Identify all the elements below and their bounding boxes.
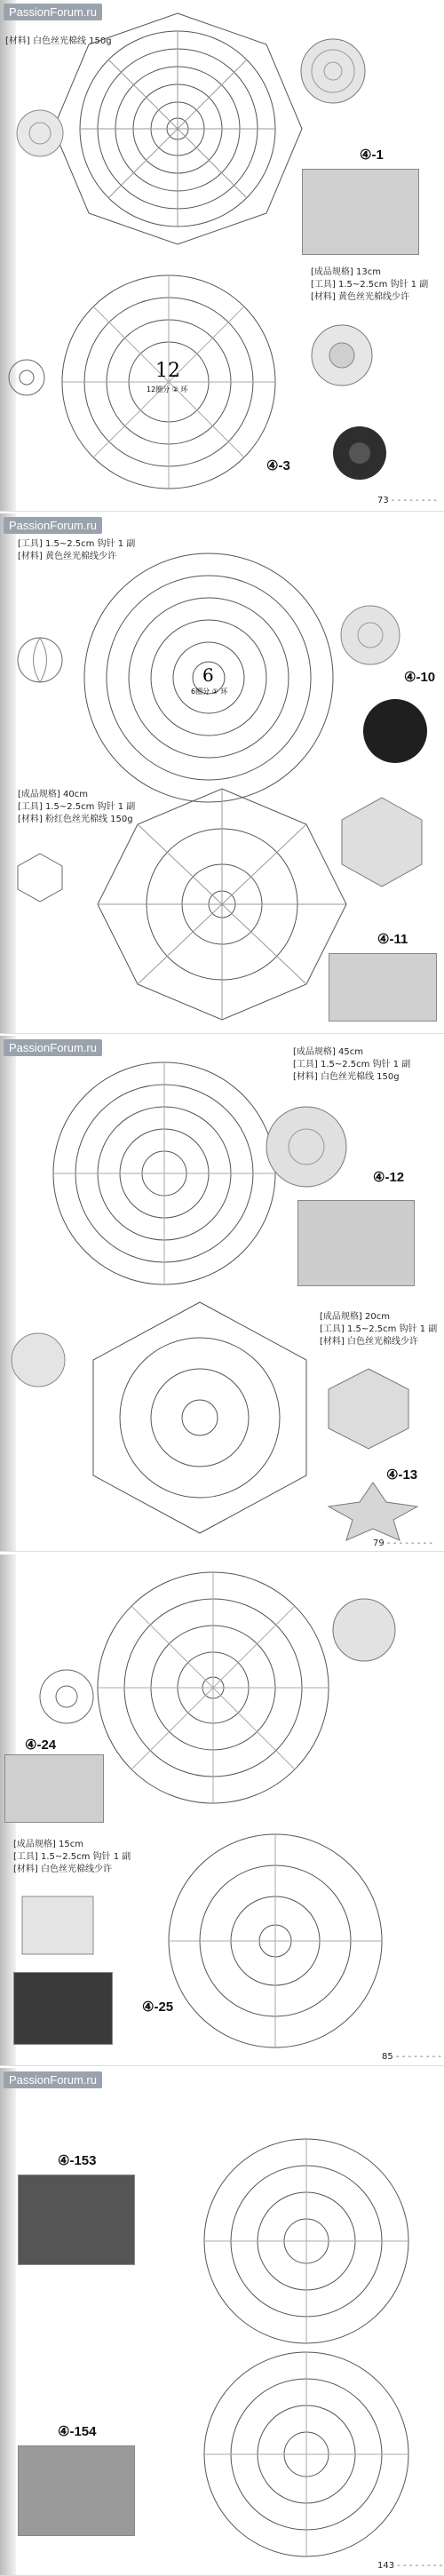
pattern-label: ④-12 [373, 1170, 405, 1185]
page-4 [0, 1554, 444, 2066]
doily-photo-framed [18, 2445, 135, 2536]
pattern-label: ④-10 [404, 670, 436, 685]
spec-block: [成品规格] 13cm [工具] 1.5~2.5cm 钩针 1 副 [材料] 黄色丝光棉线少许 [311, 267, 429, 302]
spec-block: [成品规格] 20cm [工具] 1.5~2.5cm 钩针 1 副 [材料] 白色丝光棉线少许 [320, 1312, 438, 1347]
hex-doily-photo [320, 1364, 417, 1453]
doily-photo-framed [18, 2174, 135, 2265]
spec-block: [工具] 1.5~2.5cm 钩针 1 副 [材料] 黄色丝光棉线少许 [18, 539, 136, 561]
doily-photo-dark [329, 422, 391, 484]
pattern-label: ④-13 [386, 1467, 418, 1483]
center-count: 6 [202, 664, 214, 686]
flower-doily-diagram [84, 1563, 342, 1812]
square-doily-photo [13, 1892, 102, 1959]
flower-doily-diagram [195, 2130, 417, 2352]
pattern-label: ④-25 [142, 2000, 174, 2015]
flower-doily-diagram [195, 2343, 417, 2565]
center-caption: 12圈分 ② 环 [147, 386, 188, 394]
doily-photo-framed [4, 1754, 104, 1823]
pattern-label: ④-3 [266, 458, 290, 473]
small-doily-photo [7, 1329, 69, 1391]
page-number: 73 - - - [377, 496, 437, 505]
pattern-label: ④-154 [58, 2424, 97, 2439]
page-3 [0, 1036, 444, 1552]
small-hex-diagram [13, 851, 67, 904]
page-gutter [0, 2068, 16, 2575]
doily-photo-small [13, 107, 67, 160]
spec-block: [成品规格] 15cm [工具] 1.5~2.5cm 钩针 1 副 [材料] 白色丝光棉线少许 [13, 1840, 131, 1874]
spec-block: [成品规格] 45cm [工具] 1.5~2.5cm 钩针 1 副 [材料] 白色丝光棉线 150g [293, 1047, 411, 1082]
doily-photo-framed [302, 169, 419, 255]
doily-diagram-flower [36, 258, 302, 506]
doily-photo-framed [13, 1972, 113, 2045]
page-number: 85 - - - [382, 2052, 441, 2062]
pattern-label: ④-153 [58, 2153, 97, 2168]
page-gutter [0, 0, 16, 511]
doily-diagram-octagon [44, 9, 311, 249]
star-doily-photo [324, 1480, 422, 1542]
site-badge[interactable]: PassionForum.ru [4, 4, 102, 20]
site-badge[interactable]: PassionForum.ru [4, 517, 102, 534]
small-flower-diagram [4, 355, 49, 400]
pattern-label: ④-1 [360, 147, 384, 163]
page-gutter [0, 513, 16, 1033]
center-caption: 6圈分 ① 环 [191, 688, 228, 696]
doily-photo-round [297, 36, 369, 107]
doily-photo-yellow [306, 320, 377, 391]
page-1 [0, 0, 444, 512]
spec-text: [材料] 白色丝光棉线 150g [5, 36, 112, 46]
doily-photo-framed [297, 1200, 415, 1286]
round-doily-photo [262, 1102, 351, 1191]
page-number: 143 - - - [377, 2561, 442, 2571]
site-badge[interactable]: PassionForum.ru [4, 1039, 102, 1056]
small-doily-diagram [36, 1666, 98, 1728]
page-2 [0, 513, 444, 1034]
center-count: 12 [155, 360, 180, 382]
swirl-photo [337, 602, 404, 669]
lace-doily-diagram [151, 1825, 400, 2056]
pattern-label: ④-24 [25, 1737, 57, 1753]
round-doily-photo [329, 1594, 400, 1666]
site-badge[interactable]: PassionForum.ru [4, 2071, 102, 2088]
spec-block: [成品规格] 40cm [工具] 1.5~2.5cm 钩针 1 副 [材料] 粉红色丝光棉线 150g [18, 790, 136, 824]
doily-photo-dark [360, 696, 431, 767]
swirl-diagram [13, 633, 67, 687]
round-doily-diagram [44, 1058, 284, 1289]
pineapple-doily-diagram [93, 784, 351, 1024]
page-gutter [0, 1036, 16, 1551]
page-number: 79 - - - [373, 1538, 432, 1548]
pattern-label: ④-11 [377, 932, 408, 947]
hex-doily-photo [333, 793, 431, 891]
doily-photo-framed [329, 953, 437, 1022]
hex-doily-diagram [84, 1298, 315, 1538]
page-5 [0, 2068, 444, 2576]
